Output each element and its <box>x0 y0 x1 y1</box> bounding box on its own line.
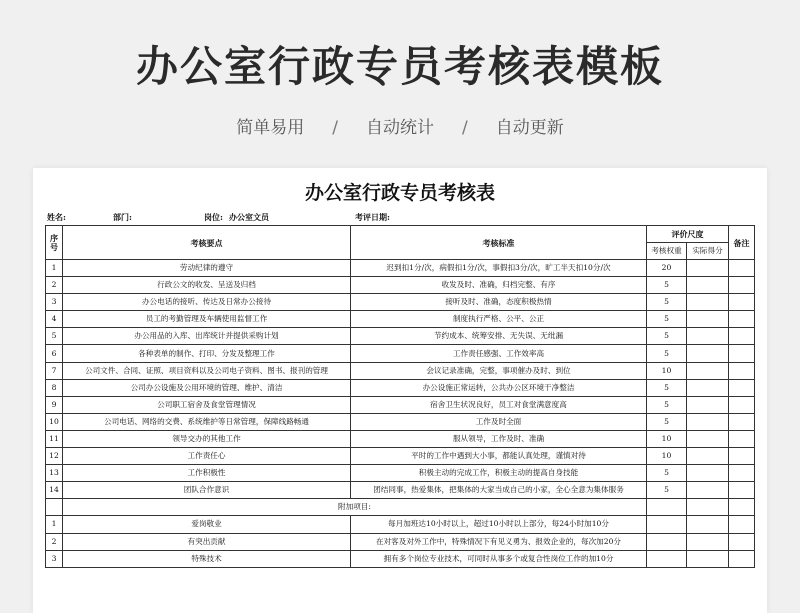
row-standard: 接听及时、准确，态度积极热情 <box>351 294 647 311</box>
row-item: 团队合作意识 <box>63 482 351 499</box>
actual-score-cell[interactable] <box>687 345 729 362</box>
table-row <box>46 362 755 379</box>
extra-remark-cell <box>729 499 755 516</box>
row-item: 公司电话、网络的交费、系统维护等日常管理，保障线路畅通 <box>63 413 351 430</box>
row-index: 10 <box>46 413 63 430</box>
actual-score-cell[interactable] <box>687 379 729 396</box>
row-standard: 服从领导，工作及时、准确 <box>351 430 647 447</box>
row-index: 1 <box>46 260 63 277</box>
row-weight: 10 <box>647 362 687 379</box>
row-index: 12 <box>46 448 63 465</box>
row-standard: 会议记录准确，完整，事项催办及时、到位 <box>351 362 647 379</box>
actual-score-cell[interactable] <box>687 396 729 413</box>
row-standard: 工作责任感强、工作效率高 <box>351 345 647 362</box>
row-index: 6 <box>46 345 63 362</box>
table-row <box>46 396 755 413</box>
row-item: 行政公文的收发、呈送及归档 <box>63 277 351 294</box>
row-weight: 5 <box>647 465 687 482</box>
table-row <box>46 413 755 430</box>
row-index: 4 <box>46 311 63 328</box>
remark-cell <box>729 396 755 413</box>
row-item: 办公用品的入库、出库统计并提供采购计划 <box>63 328 351 345</box>
remark-cell <box>729 362 755 379</box>
row-item: 领导交办的其他工作 <box>63 430 351 447</box>
row-item: 工作责任心 <box>63 448 351 465</box>
row-index: 5 <box>46 328 63 345</box>
extra-label: 附加项目: <box>63 499 647 516</box>
actual-score-cell[interactable] <box>687 550 729 567</box>
row-index: 2 <box>46 277 63 294</box>
actual-score-cell[interactable] <box>687 430 729 447</box>
extra-index: 1 <box>46 516 63 533</box>
row-weight: 5 <box>647 294 687 311</box>
actual-score-cell[interactable] <box>687 482 729 499</box>
extra-weight-cell <box>647 499 687 516</box>
actual-score-cell[interactable] <box>687 448 729 465</box>
row-weight: 20 <box>647 260 687 277</box>
table-row <box>46 448 755 465</box>
actual-score-cell[interactable] <box>687 362 729 379</box>
row-index: 11 <box>46 430 63 447</box>
row-standard: 宿舍卫生状况良好，员工对食堂满意度高 <box>351 396 647 413</box>
row-standard: 收发及时、准确，归档完整、有序 <box>351 277 647 294</box>
table-row <box>46 430 755 447</box>
remark-cell <box>729 277 755 294</box>
remark-cell <box>729 533 755 550</box>
table-row <box>46 328 755 345</box>
banner-title: 办公室行政专员考核表模板 <box>135 42 664 91</box>
row-item: 工作积极性 <box>63 465 351 482</box>
table-row <box>46 294 755 311</box>
actual-score-cell[interactable] <box>687 328 729 345</box>
position-value: 办公室文员 <box>229 212 269 222</box>
extra-row <box>46 516 755 533</box>
actual-score-cell[interactable] <box>687 533 729 550</box>
feature-easy: 简单易用 <box>236 118 305 138</box>
extra-weight-cell <box>647 516 687 533</box>
dept-label: 部门: <box>113 212 132 222</box>
actual-score-cell[interactable] <box>687 311 729 328</box>
remark-cell <box>729 448 755 465</box>
row-item: 各种表单的制作、打印、分发及整理工作 <box>63 345 351 362</box>
remark-cell <box>729 328 755 345</box>
row-standard: 迟到扣1分/次，病假扣1分/次，事假扣3分/次，旷工半天扣10分/次 <box>351 260 647 277</box>
row-weight: 5 <box>647 482 687 499</box>
feature-auto-stats: 自动统计 <box>366 118 434 138</box>
row-item: 员工的考勤管理及车辆使用监督工作 <box>63 311 351 328</box>
table-row <box>46 345 755 362</box>
remark-cell <box>729 550 755 567</box>
feature-list <box>0 113 800 138</box>
remark-cell <box>729 465 755 482</box>
feature-auto-update: 自动更新 <box>495 118 564 138</box>
row-index: 14 <box>46 482 63 499</box>
sheet-title: 办公室行政专员考核表 <box>304 182 495 204</box>
header-rating: 评价尺度 <box>647 226 729 243</box>
row-weight: 5 <box>647 328 687 345</box>
extra-actual-cell <box>687 499 729 516</box>
extra-weight-cell <box>647 550 687 567</box>
table-row <box>46 379 755 396</box>
remark-cell <box>729 311 755 328</box>
header-item: 考核要点 <box>63 226 351 260</box>
feature-separator: / <box>462 118 468 138</box>
row-index: 8 <box>46 379 63 396</box>
table-row <box>46 277 755 294</box>
row-weight: 5 <box>647 396 687 413</box>
remark-cell <box>729 413 755 430</box>
row-weight: 5 <box>647 379 687 396</box>
row-index: 9 <box>46 396 63 413</box>
position-label: 岗位: <box>204 212 223 222</box>
row-weight: 5 <box>647 311 687 328</box>
row-standard: 工作及时全面 <box>351 413 647 430</box>
remark-cell <box>729 430 755 447</box>
header-index: 序号 <box>46 226 63 260</box>
extra-standard: 拥有多个岗位专业技术，可同时从事多个或复合性岗位工作的加10分 <box>351 550 647 567</box>
row-standard: 节约成本、统筹安排、无失误、无纰漏 <box>351 328 647 345</box>
table-row <box>46 311 755 328</box>
extra-item: 特殊技术 <box>63 550 351 567</box>
extra-weight-cell <box>647 533 687 550</box>
row-item: 公司职工宿舍及食堂管理情况 <box>63 396 351 413</box>
remark-cell <box>729 516 755 533</box>
remark-cell <box>729 379 755 396</box>
remark-cell <box>729 345 755 362</box>
extra-item: 爱岗敬业 <box>63 516 351 533</box>
row-item: 办公电话的接听、传达及日常办公接待 <box>63 294 351 311</box>
header-standard: 考核标准 <box>351 226 647 260</box>
spreadsheet-preview <box>33 168 767 613</box>
table-row <box>46 260 755 277</box>
row-item: 公司办公设施及公用环境的管理、维护、清洁 <box>63 379 351 396</box>
assessment-table <box>45 225 755 568</box>
row-standard: 团结同事，热爱集体，把集体的大家当成自己的小家，全心全意为集体服务 <box>351 482 647 499</box>
row-weight: 5 <box>647 277 687 294</box>
row-standard: 平时的工作中遇到大小事，都能认真处理，谨慎对待 <box>351 448 647 465</box>
row-index: 3 <box>46 294 63 311</box>
extra-row <box>46 533 755 550</box>
actual-score-cell[interactable] <box>687 277 729 294</box>
remark-cell <box>729 260 755 277</box>
row-standard: 办公设施正常运转，公共办公区环境干净整洁 <box>351 379 647 396</box>
row-index: 7 <box>46 362 63 379</box>
extra-index-cell <box>46 499 63 516</box>
header-remark: 备注 <box>729 226 755 260</box>
row-index: 13 <box>46 465 63 482</box>
remark-cell <box>729 294 755 311</box>
actual-score-cell[interactable] <box>687 465 729 482</box>
row-standard: 积极主动的完成工作，积极主动的提高自身技能 <box>351 465 647 482</box>
row-weight: 10 <box>647 448 687 465</box>
date-label: 考评日期: <box>355 212 390 222</box>
extra-row <box>46 550 755 567</box>
table-row <box>46 465 755 482</box>
extra-index: 3 <box>46 550 63 567</box>
row-item: 公司文件、合同、证照、项目资料以及公司电子资料、图书、报刊的管理 <box>63 362 351 379</box>
header-actual: 实际得分 <box>687 243 729 260</box>
extra-item: 有突出贡献 <box>63 533 351 550</box>
actual-score-cell[interactable] <box>687 516 729 533</box>
row-weight: 5 <box>647 345 687 362</box>
row-item: 劳动纪律的遵守 <box>63 260 351 277</box>
row-standard: 制度执行严格、公平、公正 <box>351 311 647 328</box>
extra-index: 2 <box>46 533 63 550</box>
feature-separator: / <box>332 118 338 138</box>
extra-standard: 每月加班达10小时以上，超过10小时以上部分，每24小时加10分 <box>351 516 647 533</box>
extra-standard: 在对客及对外工作中，特殊情况下有见义勇为、报效企业的，每次加20分 <box>351 533 647 550</box>
actual-score-cell[interactable] <box>687 413 729 430</box>
name-label: 姓名: <box>47 212 66 222</box>
actual-score-cell[interactable] <box>687 260 729 277</box>
actual-score-cell[interactable] <box>687 294 729 311</box>
row-weight: 5 <box>647 413 687 430</box>
row-weight: 10 <box>647 430 687 447</box>
header-weight: 考核权重 <box>647 243 687 260</box>
table-row <box>46 482 755 499</box>
remark-cell <box>729 482 755 499</box>
